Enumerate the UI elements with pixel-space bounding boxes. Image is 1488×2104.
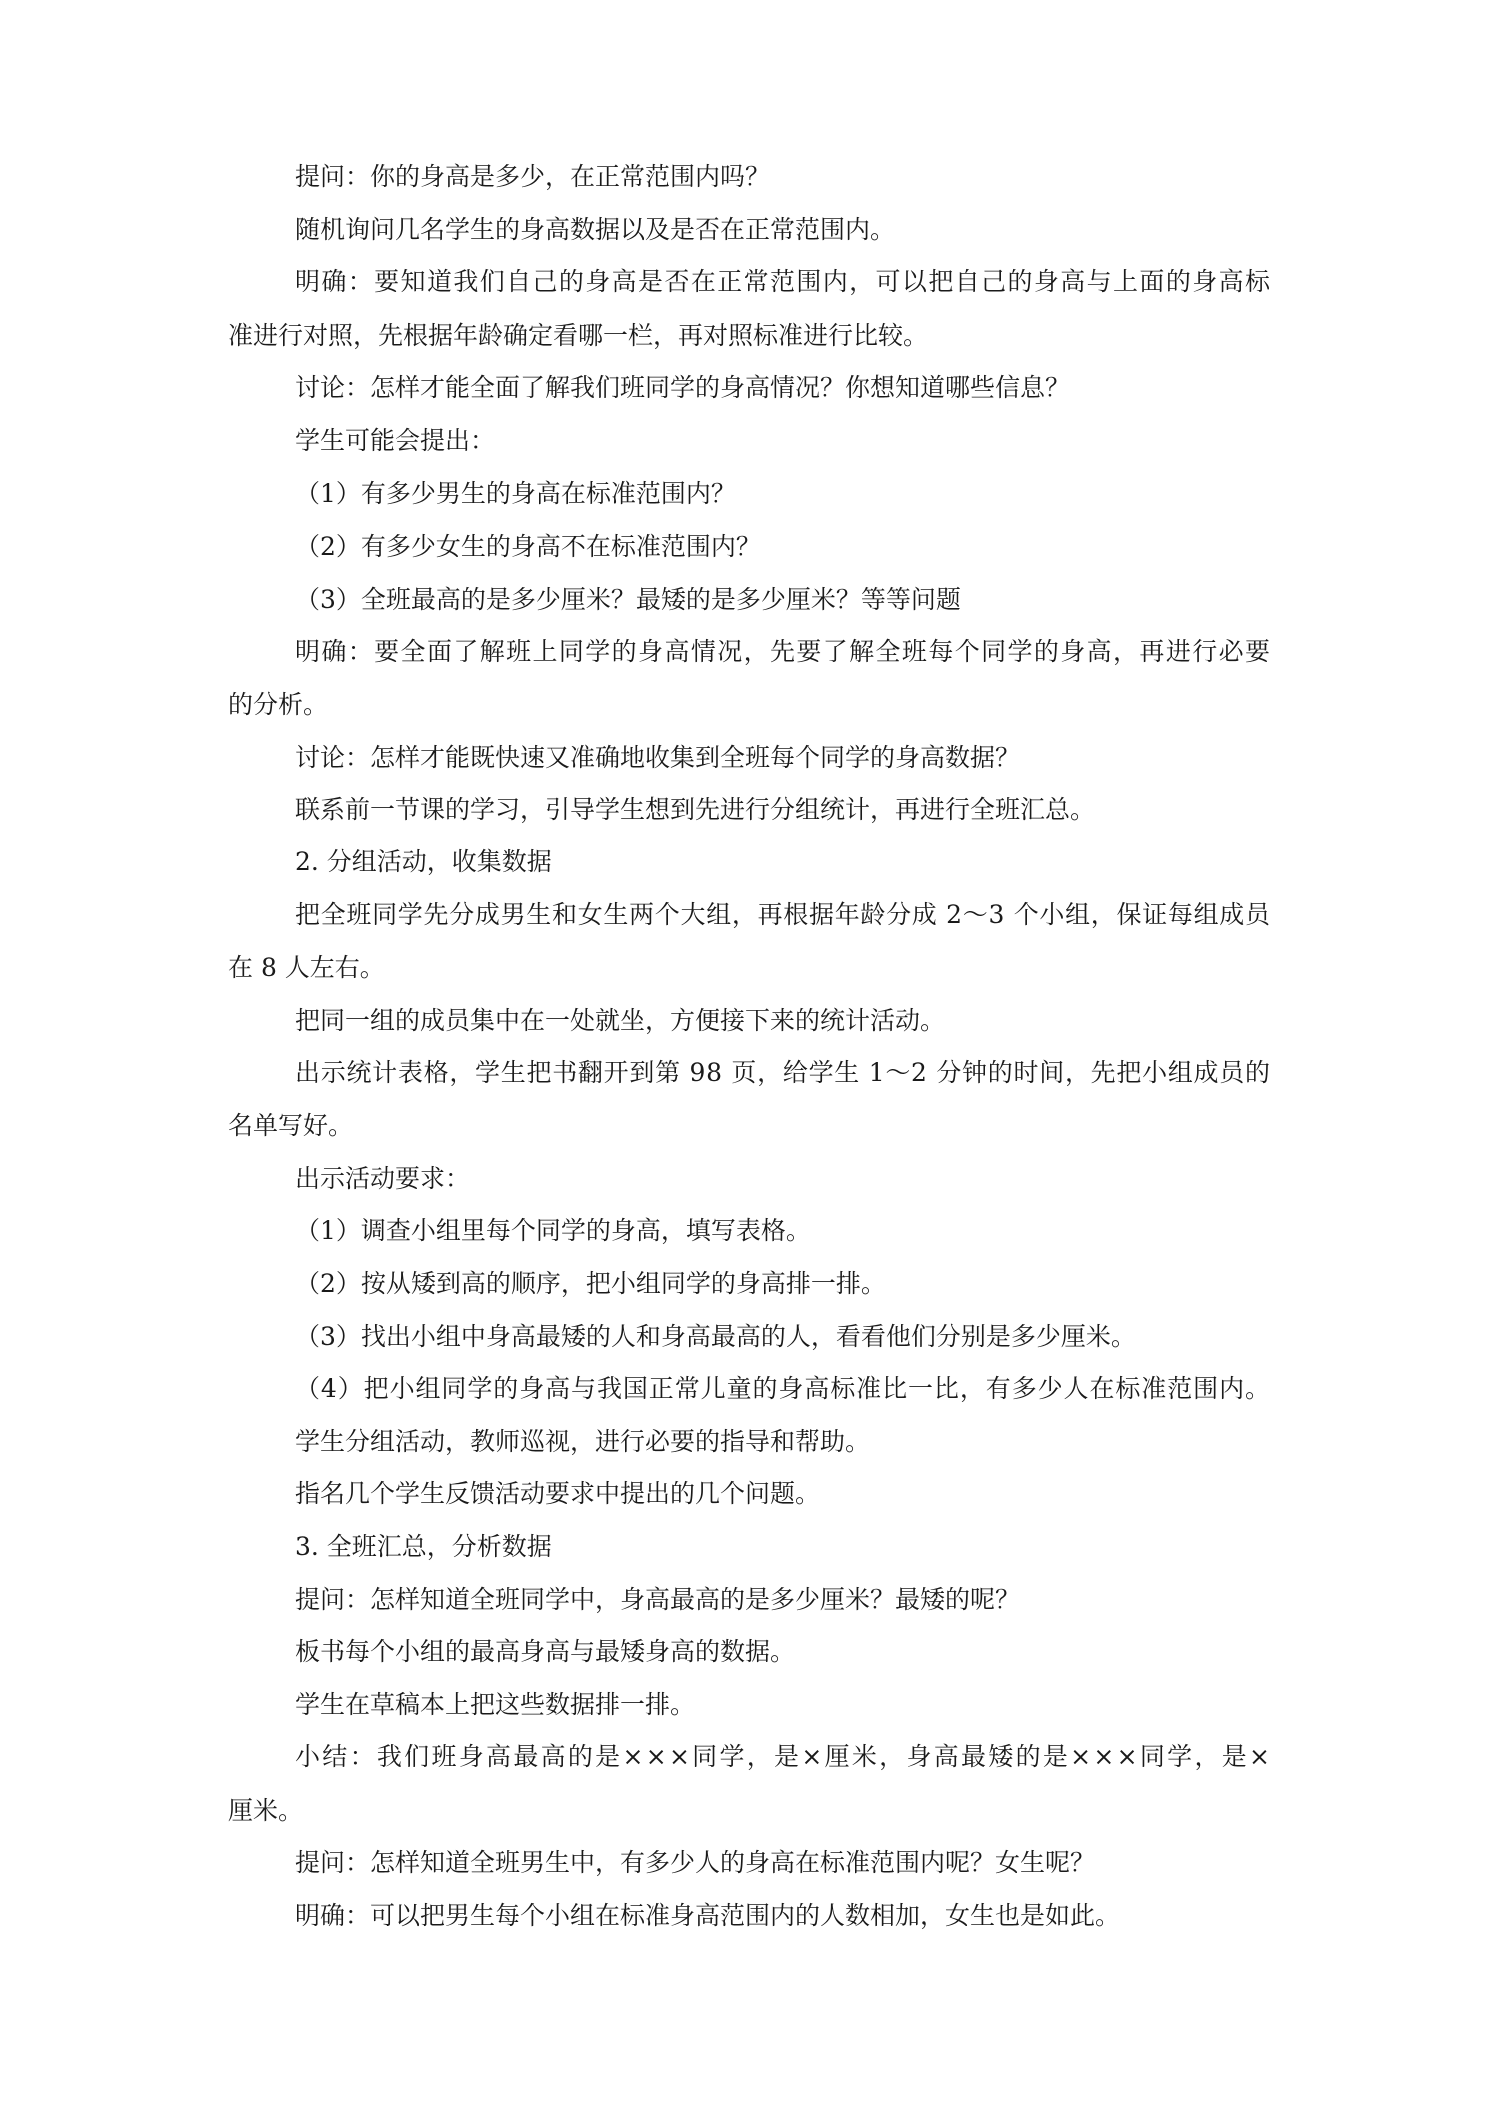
text-line: 厘米。 <box>228 1796 304 1825</box>
text-line: 联系前一节课的学习，引导学生想到先进行分组统计，再进行全班汇总。 <box>295 795 1096 824</box>
text-line: （3）找出小组中身高最矮的人和身高最高的人，看看他们分别是多少厘米。 <box>295 1322 1136 1351</box>
text-line: 3. 全班汇总，分析数据 <box>295 1532 552 1561</box>
text-line: （2）按从矮到高的顺序，把小组同学的身高排一排。 <box>295 1269 886 1298</box>
text-line: 板书每个小组的最高身高与最矮身高的数据。 <box>295 1637 796 1666</box>
text-line: 把同一组的成员集中在一处就坐，方便接下来的统计活动。 <box>295 1006 946 1035</box>
text-line: 明确：要知道我们自己的身高是否在正常范围内，可以把自己的身高与上面的身高标 <box>295 267 1272 296</box>
text-line: 提问：怎样知道全班男生中，有多少人的身高在标准范围内呢？女生呢？ <box>295 1848 1096 1877</box>
text-line: （3）全班最高的是多少厘米？最矮的是多少厘米？等等问题 <box>295 585 961 614</box>
text-line: 学生在草稿本上把这些数据排一排。 <box>295 1690 696 1719</box>
text-line: 明确：可以把男生每个小组在标准身高范围内的人数相加，女生也是如此。 <box>295 1901 1121 1930</box>
text-line: 的分析。 <box>228 690 329 719</box>
text-line: 学生分组活动，教师巡视，进行必要的指导和帮助。 <box>295 1427 871 1456</box>
text-line: （4）把小组同学的身高与我国正常儿童的身高标准比一比，有多少人在标准范围内。 <box>295 1374 1271 1403</box>
text-line: 在 8 人左右。 <box>228 953 385 982</box>
text-line: （2）有多少女生的身高不在标准范围内？ <box>295 532 761 561</box>
text-line: 讨论：怎样才能既快速又准确地收集到全班每个同学的身高数据？ <box>295 743 1021 772</box>
text-line: 准进行对照，先根据年龄确定看哪一栏，再对照标准进行比较。 <box>228 321 929 350</box>
text-line: 出示活动要求： <box>295 1164 471 1193</box>
text-line: 把全班同学先分成男生和女生两个大组，再根据年龄分成 2～3 个小组，保证每组成员 <box>295 900 1271 929</box>
text-line: 随机询问几名学生的身高数据以及是否在正常范围内。 <box>295 215 896 244</box>
text-line: 出示统计表格，学生把书翻开到第 98 页，给学生 1～2 分钟的时间，先把小组成员的 <box>295 1058 1271 1087</box>
text-line: 提问：你的身高是多少，在正常范围内吗？ <box>295 162 771 191</box>
text-line: 学生可能会提出： <box>295 426 496 455</box>
text-line: 明确：要全面了解班上同学的身高情况，先要了解全班每个同学的身高，再进行必要 <box>295 637 1272 666</box>
text-line: 提问：怎样知道全班同学中，身高最高的是多少厘米？最矮的呢？ <box>295 1585 1021 1614</box>
text-line: 2. 分组活动，收集数据 <box>295 847 552 876</box>
text-line: （1）调查小组里每个同学的身高，填写表格。 <box>295 1216 811 1245</box>
text-line: 小结：我们班身高最高的是×××同学，是×厘米，身高最矮的是×××同学，是× <box>295 1742 1273 1771</box>
text-line: （1）有多少男生的身高在标准范围内？ <box>295 479 736 508</box>
text-line: 名单写好。 <box>228 1111 354 1140</box>
text-line: 讨论：怎样才能全面了解我们班同学的身高情况？你想知道哪些信息？ <box>295 373 1071 402</box>
text-line: 指名几个学生反馈活动要求中提出的几个问题。 <box>295 1479 821 1508</box>
